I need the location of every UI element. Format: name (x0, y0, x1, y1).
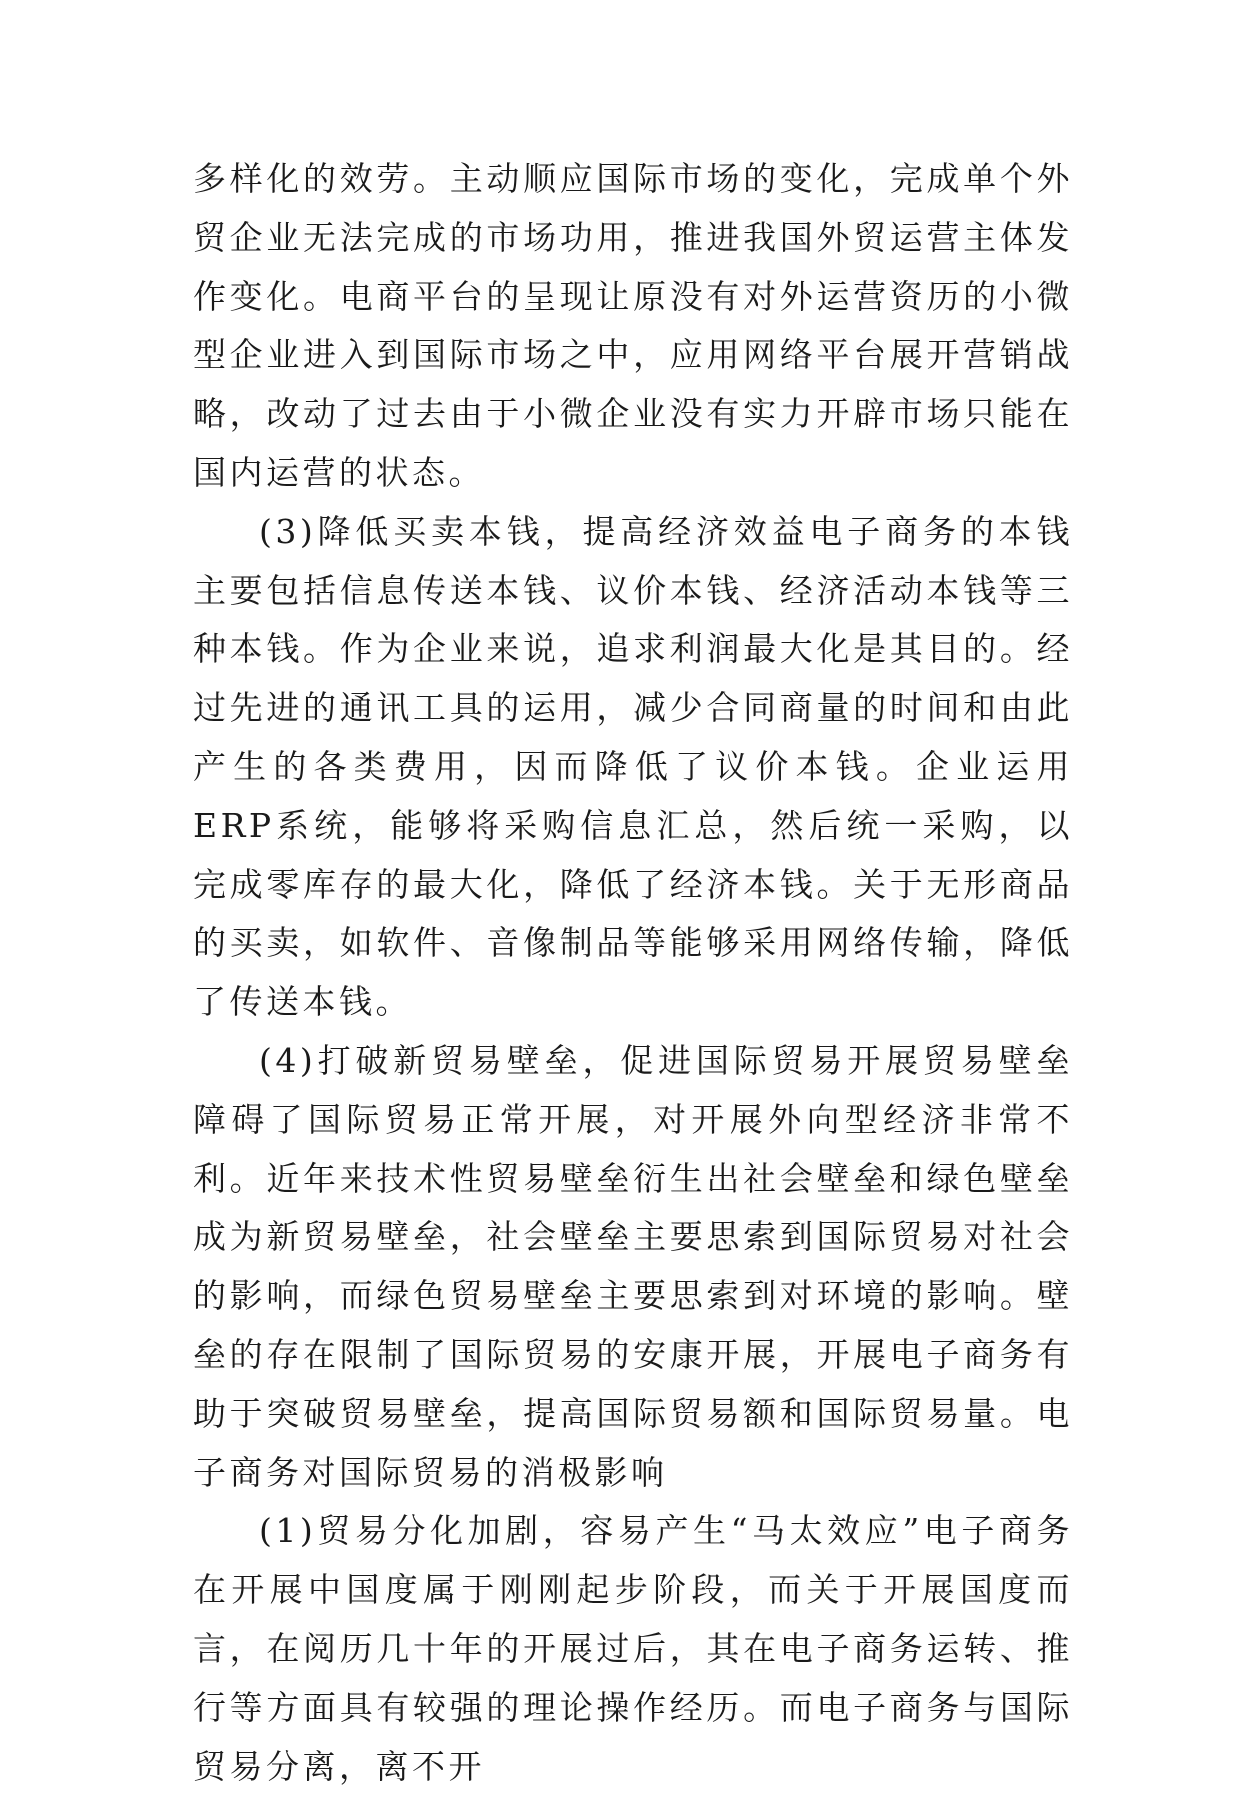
paragraph-4: (1)贸易分化加剧，容易产生“马太效应”电子商务在开展中国度属于刚刚起步阶段，而关于开展国度而言，在阅历几十年的开展过后，其在电子商务运转、推行等方面具有较强的理论操作经历。而电子商务与国际贸易分离，离不开 (193, 1511, 1073, 1786)
paragraph-3: (4)打破新贸易壁垒，促进国际贸易开展贸易壁垒障碍了国际贸易正常开展，对开展外向型经济非常不利。近年来技术性贸易壁垒衍生出社会壁垒和绿色壁垒成为新贸易壁垒，社会壁垒主要思索到国际贸易对社会的影响，而绿色贸易壁垒主要思索到对环境的影响。壁垒的存在限制了国际贸易的安康开展，开展电子商务有助于突破贸易壁垒，提高国际贸易额和国际贸易量。电子商务对国际贸易的消极影响 (193, 1040, 1073, 1492)
paragraph-2: (3)降低买卖本钱，提高经济效益电子商务的本钱主要包括信息传送本钱、议价本钱、经济活动本钱等三种本钱。作为企业来说，追求利润最大化是其目的。经过先进的通讯工具的运用，减少合同商量的时间和由此产生的各类费用，因而降低了议价本钱。企业运用ERP系统，能够将采购信息汇总，然后统一采购，以完成零库存的最大化，降低了经济本钱。关于无形商品的买卖，如软件、音像制品等能够采用网络传输，降低了传送本钱。 (193, 511, 1073, 1022)
paragraph-1: 多样化的效劳。主动顺应国际市场的变化，完成单个外贸企业无法完成的市场功用，推进我国外贸运营主体发作变化。电商平台的呈现让原没有对外运营资历的小微型企业进入到国际市场之中，应用网络平台展开营销战略，改动了过去由于小微企业没有实力开辟市场只能在国内运营的状态。 (193, 159, 1073, 492)
body-text (193, 150, 1073, 1796)
